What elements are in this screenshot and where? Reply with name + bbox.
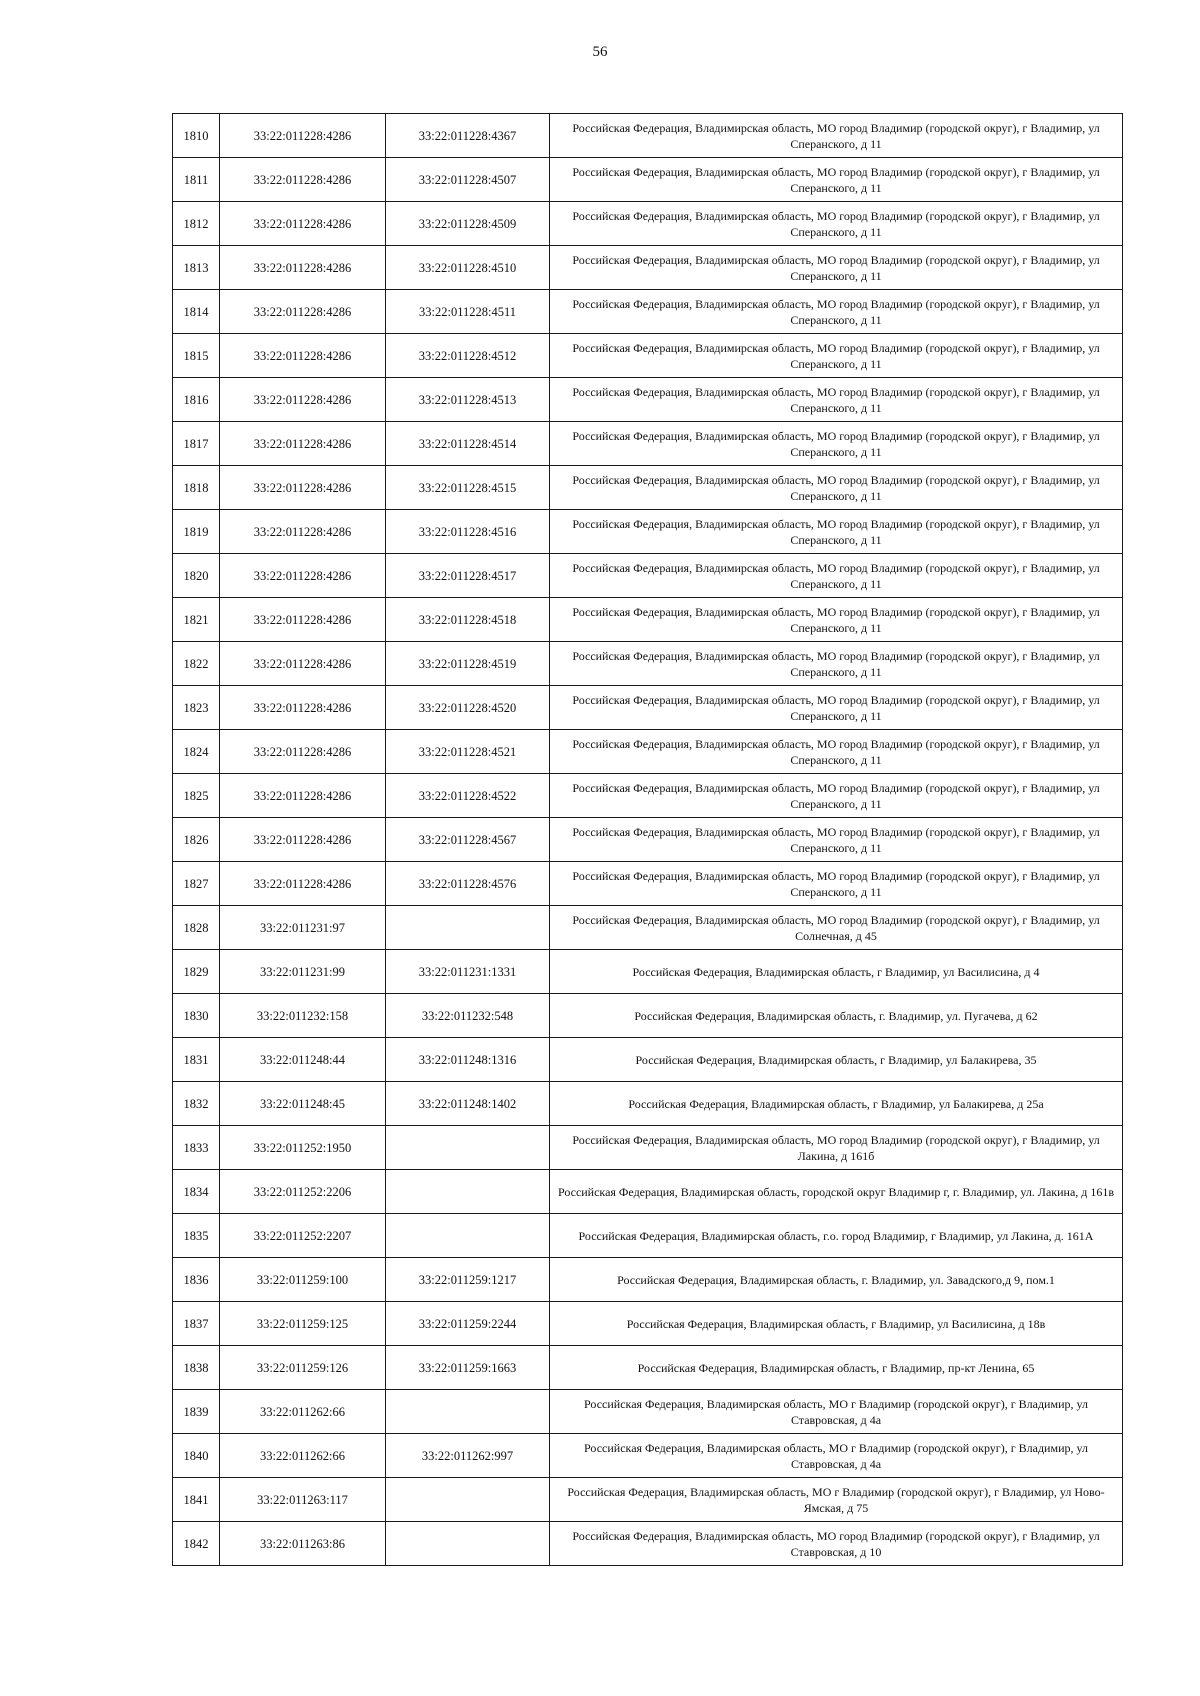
object-cadastral-number-cell xyxy=(386,1478,550,1522)
row-number-cell: 1836 xyxy=(173,1258,220,1302)
object-cadastral-number-cell: 33:22:011228:4509 xyxy=(386,202,550,246)
address-cell: Российская Федерация, Владимирская область, МО город Владимир (городской округ), г Владимир, ул Сперанского, д 11 xyxy=(550,158,1123,202)
object-cadastral-number-cell: 33:22:011228:4507 xyxy=(386,158,550,202)
table-row xyxy=(173,598,1123,642)
row-number-cell: 1821 xyxy=(173,598,220,642)
row-number-cell: 1833 xyxy=(173,1126,220,1170)
table-row xyxy=(173,642,1123,686)
table-row xyxy=(173,334,1123,378)
table-row xyxy=(173,246,1123,290)
parcel-cadastral-number-cell: 33:22:011228:4286 xyxy=(220,818,386,862)
row-number-cell: 1818 xyxy=(173,466,220,510)
parcel-cadastral-number-cell: 33:22:011259:126 xyxy=(220,1346,386,1390)
address-cell: Российская Федерация, Владимирская область, г Владимир, ул Балакирева, 35 xyxy=(550,1038,1123,1082)
parcel-cadastral-number-cell: 33:22:011252:2207 xyxy=(220,1214,386,1258)
address-cell: Российская Федерация, Владимирская область, МО город Владимир (городской округ), г Владимир, ул Сперанского, д 11 xyxy=(550,862,1123,906)
row-number-cell: 1828 xyxy=(173,906,220,950)
table-row xyxy=(173,686,1123,730)
row-number-cell: 1839 xyxy=(173,1390,220,1434)
table-row xyxy=(173,378,1123,422)
object-cadastral-number-cell: 33:22:011228:4511 xyxy=(386,290,550,334)
row-number-cell: 1813 xyxy=(173,246,220,290)
object-cadastral-number-cell: 33:22:011232:548 xyxy=(386,994,550,1038)
address-cell: Российская Федерация, Владимирская область, МО город Владимир (городской округ), г Владимир, ул Лакина, д 161б xyxy=(550,1126,1123,1170)
object-cadastral-number-cell: 33:22:011228:4521 xyxy=(386,730,550,774)
row-number-cell: 1820 xyxy=(173,554,220,598)
parcel-cadastral-number-cell: 33:22:011228:4286 xyxy=(220,598,386,642)
object-cadastral-number-cell: 33:22:011228:4517 xyxy=(386,554,550,598)
row-number-cell: 1824 xyxy=(173,730,220,774)
parcel-cadastral-number-cell: 33:22:011228:4286 xyxy=(220,730,386,774)
address-cell: Российская Федерация, Владимирская область, г Владимир, ул Балакирева, д 25а xyxy=(550,1082,1123,1126)
table-row xyxy=(173,422,1123,466)
parcel-cadastral-number-cell: 33:22:011263:86 xyxy=(220,1522,386,1566)
table-row xyxy=(173,158,1123,202)
object-cadastral-number-cell: 33:22:011228:4514 xyxy=(386,422,550,466)
address-cell: Российская Федерация, Владимирская область, МО г Владимир (городской округ), г Владимир, ул Ставровская, д 4а xyxy=(550,1390,1123,1434)
object-cadastral-number-cell xyxy=(386,1390,550,1434)
parcel-cadastral-number-cell: 33:22:011259:100 xyxy=(220,1258,386,1302)
table-row xyxy=(173,994,1123,1038)
object-cadastral-number-cell: 33:22:011262:997 xyxy=(386,1434,550,1478)
object-cadastral-number-cell: 33:22:011228:4513 xyxy=(386,378,550,422)
row-number-cell: 1841 xyxy=(173,1478,220,1522)
table-row xyxy=(173,818,1123,862)
address-cell: Российская Федерация, Владимирская область, МО город Владимир (городской округ), г Владимир, ул Сперанского, д 11 xyxy=(550,378,1123,422)
object-cadastral-number-cell xyxy=(386,1126,550,1170)
address-cell: Российская Федерация, Владимирская область, МО город Владимир (городской округ), г Владимир, ул Сперанского, д 11 xyxy=(550,774,1123,818)
row-number-cell: 1819 xyxy=(173,510,220,554)
parcel-cadastral-number-cell: 33:22:011228:4286 xyxy=(220,686,386,730)
address-cell: Российская Федерация, Владимирская область, МО город Владимир (городской округ), г Владимир, ул Сперанского, д 11 xyxy=(550,510,1123,554)
object-cadastral-number-cell xyxy=(386,1214,550,1258)
parcel-cadastral-number-cell: 33:22:011228:4286 xyxy=(220,862,386,906)
row-number-cell: 1842 xyxy=(173,1522,220,1566)
object-cadastral-number-cell: 33:22:011228:4567 xyxy=(386,818,550,862)
parcel-cadastral-number-cell: 33:22:011231:99 xyxy=(220,950,386,994)
table-row xyxy=(173,950,1123,994)
address-cell: Российская Федерация, Владимирская область, МО г Владимир (городской округ), г Владимир, ул Ставровская, д 4а xyxy=(550,1434,1123,1478)
address-cell: Российская Федерация, Владимирская область, г.о. город Владимир, г Владимир, ул Лакина, д. 161А xyxy=(550,1214,1123,1258)
object-cadastral-number-cell: 33:22:011228:4522 xyxy=(386,774,550,818)
table-row xyxy=(173,466,1123,510)
row-number-cell: 1827 xyxy=(173,862,220,906)
parcel-cadastral-number-cell: 33:22:011248:45 xyxy=(220,1082,386,1126)
row-number-cell: 1816 xyxy=(173,378,220,422)
parcel-cadastral-number-cell: 33:22:011259:125 xyxy=(220,1302,386,1346)
object-cadastral-number-cell: 33:22:011248:1402 xyxy=(386,1082,550,1126)
parcel-cadastral-number-cell: 33:22:011228:4286 xyxy=(220,114,386,158)
table-row xyxy=(173,1126,1123,1170)
address-cell: Российская Федерация, Владимирская область, МО г Владимир (городской округ), г Владимир, ул Ново-Ямская, д 75 xyxy=(550,1478,1123,1522)
row-number-cell: 1822 xyxy=(173,642,220,686)
parcel-cadastral-number-cell: 33:22:011252:1950 xyxy=(220,1126,386,1170)
parcel-cadastral-number-cell: 33:22:011232:158 xyxy=(220,994,386,1038)
table-row xyxy=(173,1434,1123,1478)
parcel-cadastral-number-cell: 33:22:011228:4286 xyxy=(220,774,386,818)
address-cell: Российская Федерация, Владимирская область, г. Владимир, ул. Завадского,д 9, пом.1 xyxy=(550,1258,1123,1302)
row-number-cell: 1823 xyxy=(173,686,220,730)
address-cell: Российская Федерация, Владимирская область, г Владимир, пр-кт Ленина, 65 xyxy=(550,1346,1123,1390)
object-cadastral-number-cell: 33:22:011259:2244 xyxy=(386,1302,550,1346)
table-row xyxy=(173,774,1123,818)
address-cell: Российская Федерация, Владимирская область, МО город Владимир (городской округ), г Владимир, ул Сперанского, д 11 xyxy=(550,466,1123,510)
table-row xyxy=(173,1214,1123,1258)
table-row xyxy=(173,290,1123,334)
table-body xyxy=(173,114,1123,1566)
address-cell: Российская Федерация, Владимирская область, МО город Владимир (городской округ), г Владимир, ул Сперанского, д 11 xyxy=(550,422,1123,466)
address-cell: Российская Федерация, Владимирская область, г. Владимир, ул. Пугачева, д 62 xyxy=(550,994,1123,1038)
row-number-cell: 1812 xyxy=(173,202,220,246)
page-number: 56 xyxy=(592,44,608,60)
address-cell: Российская Федерация, Владимирская область, г Владимир, ул Василисина, д 18в xyxy=(550,1302,1123,1346)
parcel-cadastral-number-cell: 33:22:011228:4286 xyxy=(220,290,386,334)
address-cell: Российская Федерация, Владимирская область, МО город Владимир (городской округ), г Владимир, ул Сперанского, д 11 xyxy=(550,246,1123,290)
object-cadastral-number-cell: 33:22:011228:4512 xyxy=(386,334,550,378)
table-row xyxy=(173,114,1123,158)
object-cadastral-number-cell: 33:22:011228:4515 xyxy=(386,466,550,510)
address-cell: Российская Федерация, Владимирская область, МО город Владимир (городской округ), г Владимир, ул Сперанского, д 11 xyxy=(550,202,1123,246)
object-cadastral-number-cell: 33:22:011231:1331 xyxy=(386,950,550,994)
table-row xyxy=(173,1478,1123,1522)
row-number-cell: 1825 xyxy=(173,774,220,818)
address-cell: Российская Федерация, Владимирская область, МО город Владимир (городской округ), г Владимир, ул Сперанского, д 11 xyxy=(550,730,1123,774)
parcel-cadastral-number-cell: 33:22:011228:4286 xyxy=(220,378,386,422)
table-row xyxy=(173,1522,1123,1566)
row-number-cell: 1835 xyxy=(173,1214,220,1258)
object-cadastral-number-cell: 33:22:011228:4519 xyxy=(386,642,550,686)
row-number-cell: 1837 xyxy=(173,1302,220,1346)
object-cadastral-number-cell: 33:22:011228:4516 xyxy=(386,510,550,554)
object-cadastral-number-cell: 33:22:011248:1316 xyxy=(386,1038,550,1082)
parcel-cadastral-number-cell: 33:22:011228:4286 xyxy=(220,554,386,598)
row-number-cell: 1811 xyxy=(173,158,220,202)
row-number-cell: 1838 xyxy=(173,1346,220,1390)
table-row xyxy=(173,906,1123,950)
table-row xyxy=(173,510,1123,554)
address-cell: Российская Федерация, Владимирская область, МО город Владимир (городской округ), г Владимир, ул Сперанского, д 11 xyxy=(550,598,1123,642)
parcel-cadastral-number-cell: 33:22:011228:4286 xyxy=(220,158,386,202)
table-row xyxy=(173,1390,1123,1434)
object-cadastral-number-cell: 33:22:011228:4367 xyxy=(386,114,550,158)
table-row xyxy=(173,1082,1123,1126)
table-row xyxy=(173,1346,1123,1390)
address-cell: Российская Федерация, Владимирская область, МО город Владимир (городской округ), г Владимир, ул Сперанского, д 11 xyxy=(550,686,1123,730)
object-cadastral-number-cell: 33:22:011228:4510 xyxy=(386,246,550,290)
parcel-cadastral-number-cell: 33:22:011263:117 xyxy=(220,1478,386,1522)
parcel-cadastral-number-cell: 33:22:011228:4286 xyxy=(220,466,386,510)
row-number-cell: 1829 xyxy=(173,950,220,994)
address-cell: Российская Федерация, Владимирская область, МО город Владимир (городской округ), г Владимир, ул Сперанского, д 11 xyxy=(550,818,1123,862)
parcel-cadastral-number-cell: 33:22:011228:4286 xyxy=(220,202,386,246)
table-row xyxy=(173,730,1123,774)
object-cadastral-number-cell: 33:22:011228:4520 xyxy=(386,686,550,730)
table-row xyxy=(173,1258,1123,1302)
address-cell: Российская Федерация, Владимирская область, МО город Владимир (городской округ), г Владимир, ул Сперанского, д 11 xyxy=(550,334,1123,378)
object-cadastral-number-cell: 33:22:011228:4518 xyxy=(386,598,550,642)
address-cell: Российская Федерация, Владимирская область, МО город Владимир (городской округ), г Владимир, ул Сперанского, д 11 xyxy=(550,642,1123,686)
row-number-cell: 1834 xyxy=(173,1170,220,1214)
table-row xyxy=(173,1170,1123,1214)
object-cadastral-number-cell xyxy=(386,1170,550,1214)
parcel-cadastral-number-cell: 33:22:011262:66 xyxy=(220,1434,386,1478)
parcel-cadastral-number-cell: 33:22:011228:4286 xyxy=(220,334,386,378)
row-number-cell: 1817 xyxy=(173,422,220,466)
parcel-cadastral-number-cell: 33:22:011228:4286 xyxy=(220,422,386,466)
row-number-cell: 1832 xyxy=(173,1082,220,1126)
table-row xyxy=(173,862,1123,906)
parcel-cadastral-number-cell: 33:22:011228:4286 xyxy=(220,246,386,290)
row-number-cell: 1840 xyxy=(173,1434,220,1478)
parcel-cadastral-number-cell: 33:22:011228:4286 xyxy=(220,642,386,686)
parcel-cadastral-number-cell: 33:22:011248:44 xyxy=(220,1038,386,1082)
table-row xyxy=(173,1038,1123,1082)
table-row xyxy=(173,554,1123,598)
address-cell: Российская Федерация, Владимирская область, г Владимир, ул Василисина, д 4 xyxy=(550,950,1123,994)
row-number-cell: 1815 xyxy=(173,334,220,378)
object-cadastral-number-cell xyxy=(386,1522,550,1566)
parcel-cadastral-number-cell: 33:22:011262:66 xyxy=(220,1390,386,1434)
parcel-cadastral-number-cell: 33:22:011228:4286 xyxy=(220,510,386,554)
address-cell: Российская Федерация, Владимирская область, МО город Владимир (городской округ), г Владимир, ул Сперанского, д 11 xyxy=(550,290,1123,334)
row-number-cell: 1810 xyxy=(173,114,220,158)
object-cadastral-number-cell xyxy=(386,906,550,950)
address-cell: Российская Федерация, Владимирская область, МО город Владимир (городской округ), г Владимир, ул Сперанского, д 11 xyxy=(550,554,1123,598)
table-row xyxy=(173,1302,1123,1346)
object-cadastral-number-cell: 33:22:011259:1217 xyxy=(386,1258,550,1302)
parcel-cadastral-number-cell: 33:22:011252:2206 xyxy=(220,1170,386,1214)
row-number-cell: 1830 xyxy=(173,994,220,1038)
registry-table xyxy=(172,113,1123,1566)
address-cell: Российская Федерация, Владимирская область, МО город Владимир (городской округ), г Владимир, ул Ставровская, д 10 xyxy=(550,1522,1123,1566)
address-cell: Российская Федерация, Владимирская область, МО город Владимир (городской округ), г Владимир, ул Сперанского, д 11 xyxy=(550,114,1123,158)
parcel-cadastral-number-cell: 33:22:011231:97 xyxy=(220,906,386,950)
row-number-cell: 1831 xyxy=(173,1038,220,1082)
table-row xyxy=(173,202,1123,246)
object-cadastral-number-cell: 33:22:011259:1663 xyxy=(386,1346,550,1390)
row-number-cell: 1826 xyxy=(173,818,220,862)
object-cadastral-number-cell: 33:22:011228:4576 xyxy=(386,862,550,906)
address-cell: Российская Федерация, Владимирская область, МО город Владимир (городской округ), г Владимир, ул Солнечная, д 45 xyxy=(550,906,1123,950)
row-number-cell: 1814 xyxy=(173,290,220,334)
address-cell: Российская Федерация, Владимирская область, городской округ Владимир г, г. Владимир, ул. Лакина, д 161в xyxy=(550,1170,1123,1214)
